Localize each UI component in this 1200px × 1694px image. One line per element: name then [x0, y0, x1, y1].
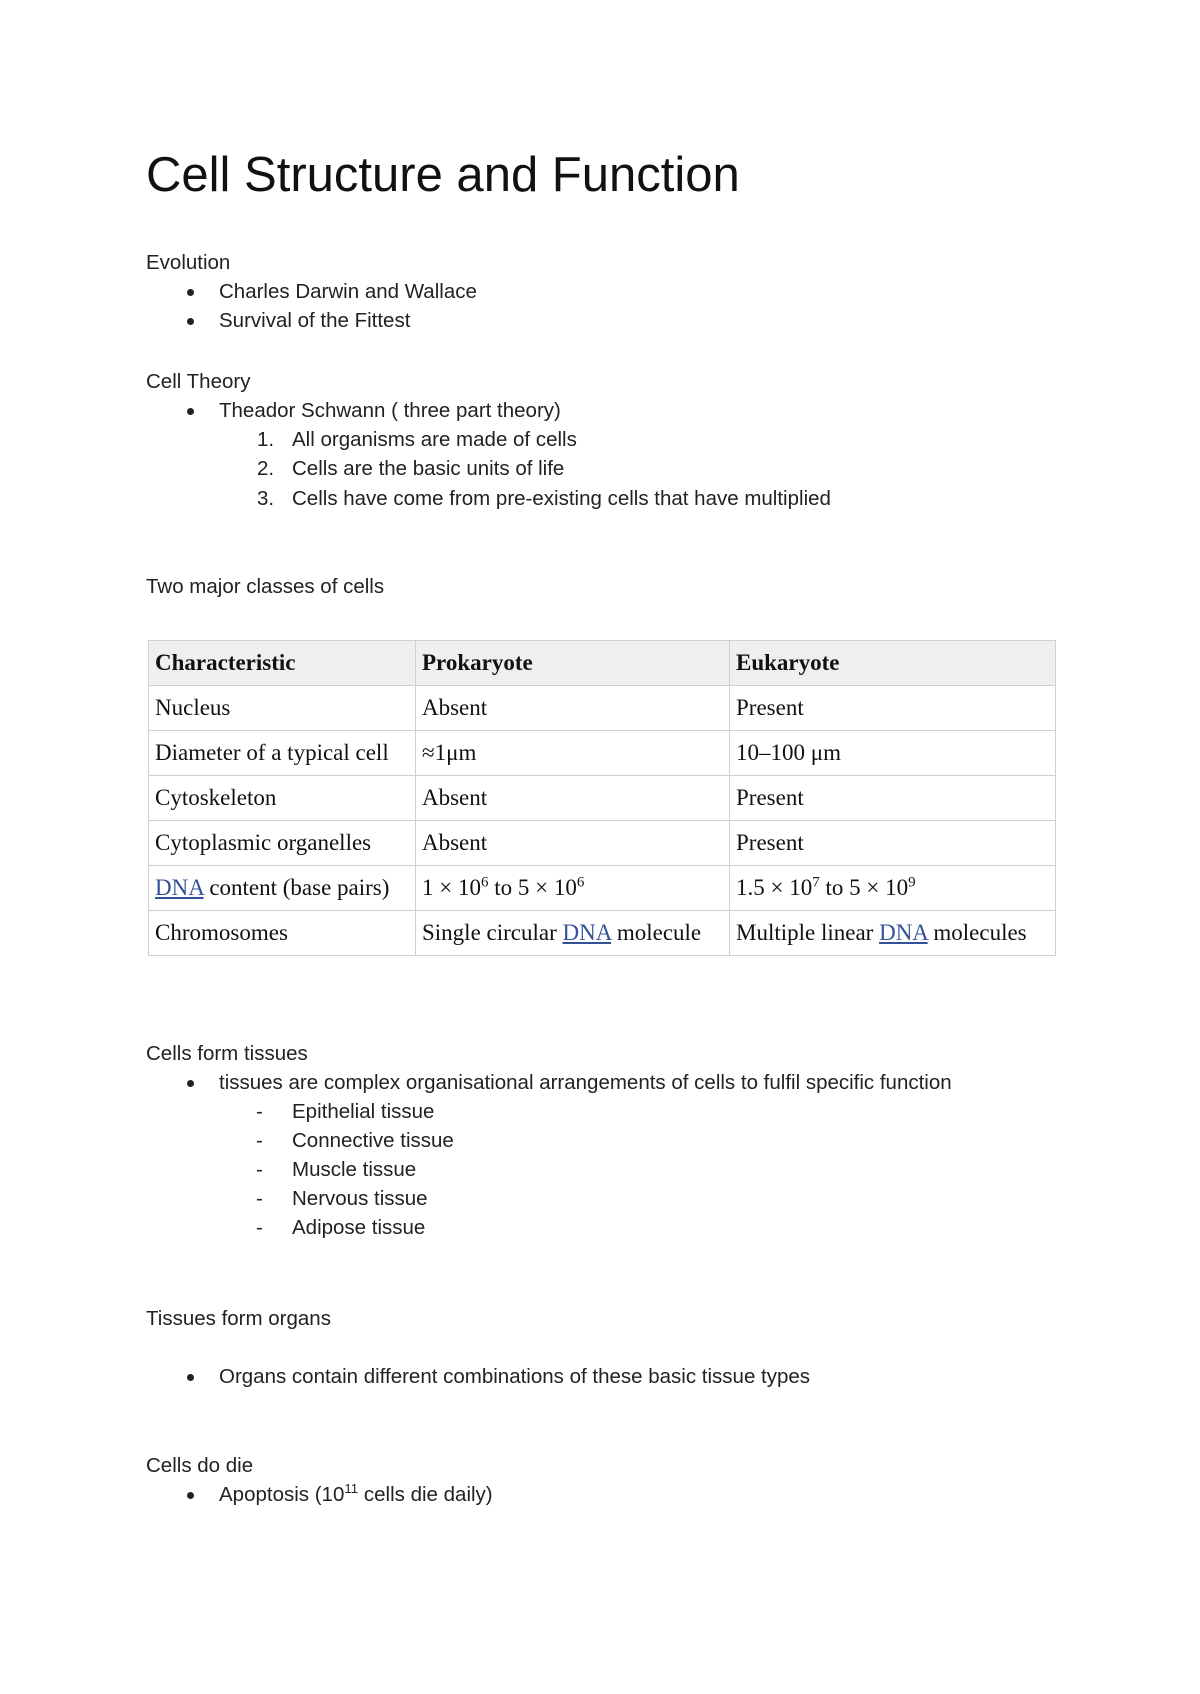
dash-marker: - — [256, 1100, 263, 1123]
list-item: Survival of the Fittest — [219, 309, 411, 332]
tissue-type: Epithelial tissue — [292, 1100, 435, 1123]
bullet-icon — [187, 318, 194, 325]
dash-marker: - — [256, 1129, 263, 1152]
bullet-icon — [187, 408, 194, 415]
bullet-icon — [187, 289, 194, 296]
cell-text: to 5 × 10 — [819, 875, 909, 900]
cell-text: molecules — [927, 920, 1027, 945]
table-cell: Cytoplasmic organelles — [149, 821, 416, 866]
table-cell: Absent — [416, 686, 730, 731]
table-cell: 10–100 μm — [730, 731, 1056, 776]
exponent: 9 — [908, 874, 916, 891]
list-item: Charles Darwin and Wallace — [219, 280, 477, 303]
table-cell: Absent — [416, 776, 730, 821]
table-cell: Present — [730, 686, 1056, 731]
table-row — [149, 821, 1056, 866]
table-row — [149, 731, 1056, 776]
table-row — [149, 776, 1056, 821]
classes-heading: Two major classes of cells — [146, 575, 385, 598]
item-text: Apoptosis (10 — [219, 1483, 345, 1506]
table-cell: Cytoskeleton — [149, 776, 416, 821]
table-cell — [149, 866, 416, 911]
table-cell — [730, 866, 1056, 911]
exponent: 7 — [812, 874, 820, 891]
cell-text: molecule — [611, 920, 702, 945]
evolution-heading: Evolution — [146, 251, 231, 274]
page-title: Cell Structure and Function — [146, 148, 740, 202]
item-text: cells die daily) — [358, 1483, 493, 1506]
table-cell: Present — [730, 821, 1056, 866]
bullet-icon — [187, 1374, 194, 1381]
numbered-item: Cells are the basic units of life — [292, 457, 565, 480]
bullet-icon — [187, 1492, 194, 1499]
list-item — [219, 1480, 493, 1509]
tissues-heading: Cells form tissues — [146, 1042, 308, 1065]
table-cell: Chromosomes — [149, 911, 416, 956]
cell-text: Single circular — [422, 920, 563, 945]
cell-comparison-table — [148, 640, 1056, 956]
table-row-dna — [149, 866, 1056, 911]
exponent: 11 — [344, 1481, 359, 1497]
exponent: 6 — [576, 874, 585, 891]
table-header-row — [149, 641, 1056, 686]
list-item: Organs contain different combinations of these basic tissue types — [219, 1365, 811, 1388]
tissue-type: Muscle tissue — [292, 1158, 417, 1181]
cell-text: 1 × 10 — [422, 875, 481, 900]
organs-heading: Tissues form organs — [146, 1307, 331, 1330]
table-row — [149, 686, 1056, 731]
table-cell — [416, 866, 730, 911]
table-row-chromosomes — [149, 911, 1056, 956]
numbered-item: Cells have come from pre-existing cells that have multiplied — [292, 487, 831, 510]
table-cell — [730, 911, 1056, 956]
cell-text: to 5 × 10 — [488, 875, 577, 900]
cell-text: Multiple linear — [736, 920, 880, 945]
cell-text: content (base pairs) — [203, 875, 390, 900]
table-cell: Diameter of a typical cell — [149, 731, 416, 776]
dna-link[interactable]: DNA — [562, 920, 612, 945]
dash-marker: - — [256, 1187, 263, 1210]
death-heading: Cells do die — [146, 1454, 254, 1477]
cell-theory-heading: Cell Theory — [146, 370, 251, 393]
table-cell: Absent — [416, 821, 730, 866]
column-header: Prokaryote — [416, 641, 730, 686]
list-item: Theador Schwann ( three part theory) — [219, 399, 561, 422]
dash-marker: - — [256, 1216, 263, 1239]
tissue-type: Nervous tissue — [292, 1187, 428, 1210]
list-number: 3. — [257, 487, 275, 510]
tissue-type: Adipose tissue — [292, 1216, 426, 1239]
list-number: 2. — [257, 457, 275, 480]
dna-link[interactable]: DNA — [879, 920, 928, 945]
table-cell: Nucleus — [149, 686, 416, 731]
bullet-icon — [187, 1080, 194, 1087]
list-number: 1. — [257, 428, 275, 451]
exponent: 6 — [480, 874, 489, 891]
tissue-type: Connective tissue — [292, 1129, 454, 1152]
table-cell: ≈1μm — [416, 731, 730, 776]
dna-link[interactable]: DNA — [155, 875, 204, 900]
column-header: Eukaryote — [730, 641, 1056, 686]
column-header: Characteristic — [149, 641, 416, 686]
table-cell — [416, 911, 730, 956]
dash-marker: - — [256, 1158, 263, 1181]
table-cell: Present — [730, 776, 1056, 821]
numbered-item: All organisms are made of cells — [292, 428, 577, 451]
cell-text: 1.5 × 10 — [736, 875, 813, 900]
list-item: tissues are complex organisational arrangements of cells to fulfil specific function — [219, 1071, 952, 1094]
